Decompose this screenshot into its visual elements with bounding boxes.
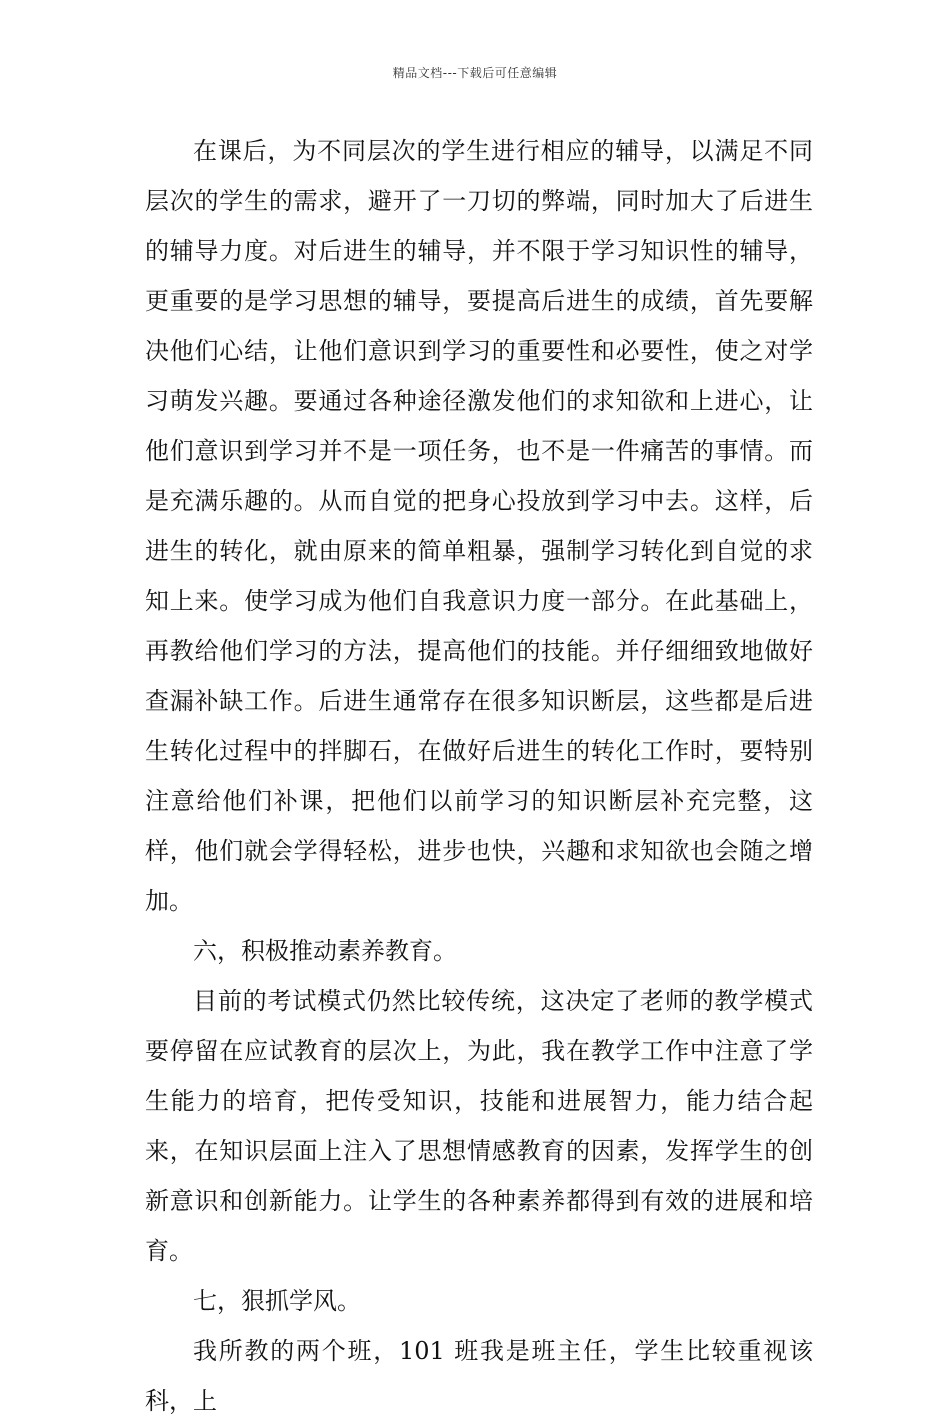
paragraph-study-style: 我所教的两个班，101 班我是班主任，学生比较重视该科，上 (145, 1337, 813, 1415)
document-body (145, 126, 813, 1426)
page-header: 精品文档---下载后可任意编辑 (392, 66, 558, 80)
paragraph-tutoring: 在课后，为不同层次的学生进行相应的辅导，以满足不同层次的学生的需求，避开了一刀切的弊端，同时加大了后进生的辅导力度。对后进生的辅导，并不限于学习知识性的辅导，更重要的是学习思想的辅导，要提高后进生的成绩，首先要解决他们心结，让他们意识到学习的重要性和必要性，使之对学习萌发兴趣。要通过各种途径激发他们的求知欲和上进心，让他们意识到学习并不是一项任务，也不是一件痛苦的事情。而是充满乐趣的。从而自觉的把身心投放到学习中去。这样，后进生的转化，就由原来的简单粗暴，强制学习转化到自觉的求知上来。使学习成为他们自我意识力度一部分。在此基础上，再教给他们学习的方法，提高他们的技能。并仔细细致地做好查漏补缺工作。后进生通常存在很多知识断层，这些都是后进生转化过程中的拌脚石，在做好后进生的转化工作时，要特别注意给他们补课，把他们以前学习的知识断层补充完整，这样，他们就会学得轻松，进步也快，兴趣和求知欲也会随之增加。 (145, 137, 813, 915)
section-heading-seven: 七，狠抓学风。 (193, 1287, 361, 1315)
paragraph-quality-education: 目前的考试模式仍然比较传统，这决定了老师的教学模式要停留在应试教育的层次上，为此，我在教学工作中注意了学生能力的培育，把传受知识，技能和进展智力，能力结合起来，在知识层面上注入了思想情感教育的因素，发挥学生的创新意识和创新能力。让学生的各种素养都得到有效的进展和培育。 (145, 987, 813, 1265)
section-heading-six: 六，积极推动素养教育。 (193, 937, 457, 965)
